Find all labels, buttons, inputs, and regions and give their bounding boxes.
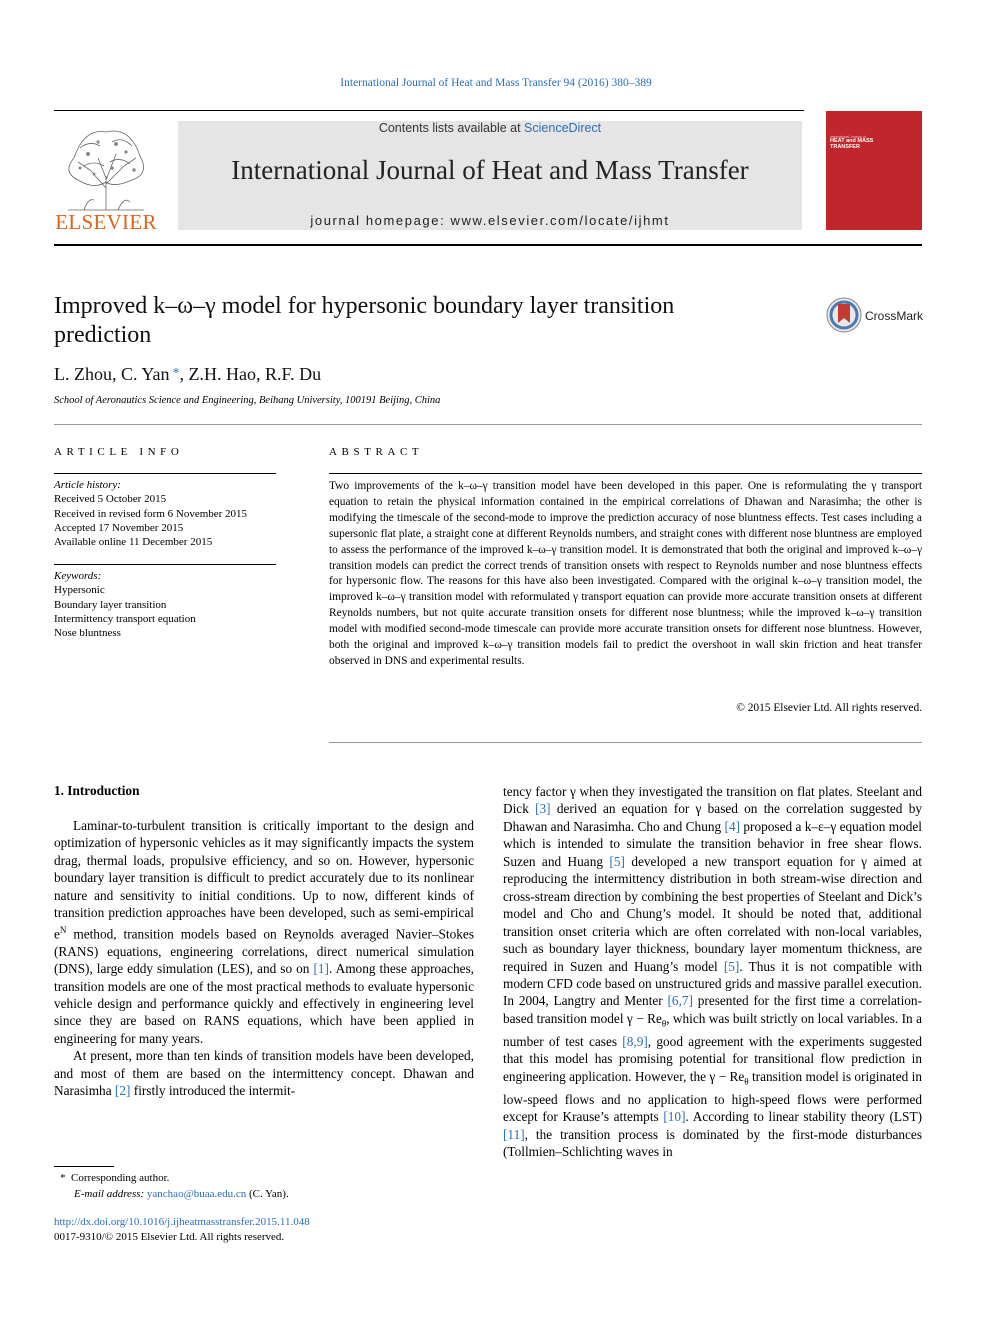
history-label: Article history: bbox=[54, 479, 121, 491]
footnote-mark: * bbox=[60, 1172, 66, 1184]
abstract-copyright: © 2015 Elsevier Ltd. All rights reserved. bbox=[736, 702, 922, 714]
cover-title-line: HEAT and MASS bbox=[830, 138, 874, 144]
text-run: transition model is originated in low-speed flows and no application to high-speed flows were performed except for Krause’s attempts bbox=[503, 1068, 922, 1125]
text-run: , which was built strictly on local variables. In a number of test cases bbox=[503, 1010, 922, 1049]
text-run: developed a new transport equation for γ aimed at reproducing the intermittency distribution in both stream-wise direction and cross-stream direction by combining the best properties of Steelant and Dick’s model and Cho and Chung’s model. It should be noted that, additional transition onset criteria which are often correlated with non-local variables, such as boundary layer thickness, boundary layer momentum thickness, are required in Suzen and Huang’s model bbox=[503, 853, 922, 974]
body-column-left bbox=[54, 817, 474, 1100]
header-top-rule bbox=[54, 110, 804, 111]
citation-link[interactable]: [4] bbox=[724, 818, 741, 834]
journal-homepage[interactable]: journal homepage: www.elsevier.com/locate/ijhmt bbox=[310, 213, 670, 228]
history-item: Accepted 17 November 2015 bbox=[54, 521, 184, 534]
cover-title bbox=[830, 138, 890, 150]
citation-link[interactable]: [11] bbox=[503, 1126, 525, 1142]
masthead-rule bbox=[54, 244, 922, 246]
email-footnote bbox=[54, 1186, 474, 1202]
text-run: Laminar-to-turbulent transition is critically important to the design and optimization of hypersonic vehicles as it may significantly impacts the system drag, thermal loads, propulsive efficiency, and so on. However, hypersonic boundary layer transition is difficult to predict accurately due to its nonlinear nature and sensitivity to initial conditions. Up to now, different kinds of transition prediction approaches have been developed, such as semi-empirical e bbox=[54, 818, 474, 942]
info-top-rule bbox=[54, 424, 922, 425]
history-item: Received 5 October 2015 bbox=[54, 493, 167, 506]
keywords bbox=[54, 569, 284, 640]
article-title: Improved k–ω–γ model for hypersonic boundary layer transition prediction bbox=[54, 293, 675, 348]
text-run: firstly introduced the intermit- bbox=[130, 1083, 296, 1099]
footnote-text: Corresponding author. bbox=[71, 1172, 170, 1184]
keyword: Intermittency transport equation bbox=[54, 612, 196, 625]
text-run: presented for the first time a correlation-based transition model γ − Re bbox=[503, 993, 922, 1026]
affiliation: School of Aeronautics Science and Engineering, Beihang University, 100191 Beijing, China bbox=[54, 395, 441, 406]
text-run: At present, more than ten kinds of transition models have been developed, and most of them are based on the intermittency concept. Dhawan and Narasimha bbox=[54, 1048, 474, 1099]
history-item: Received in revised form 6 November 2015 bbox=[54, 507, 248, 520]
text-run: tency factor γ when they investigated the transition on flat plates. Steelant and Dick bbox=[503, 784, 922, 817]
footnote-rule bbox=[54, 1166, 114, 1167]
corresponding-author-mark[interactable]: * bbox=[172, 366, 180, 381]
footnote bbox=[54, 1170, 474, 1202]
article-history bbox=[54, 478, 284, 549]
text-run: . According to linear stability theory (LST) bbox=[685, 1109, 922, 1125]
authors-rest: , Z.H. Hao, R.F. Du bbox=[179, 364, 322, 384]
email-link[interactable]: yanchao@buaa.edu.cn bbox=[146, 1188, 247, 1200]
publisher-wordmark: ELSEVIER bbox=[55, 210, 157, 234]
journal-title: International Journal of Heat and Mass Transfer bbox=[231, 155, 749, 185]
superscript: N bbox=[59, 924, 67, 935]
keywords-rule bbox=[54, 564, 276, 565]
text-run: . Thus it is not compatible with modern CFD code based on unstructured grids and massive parallel execution. In 2004, Langtry and Menter bbox=[503, 958, 922, 1009]
intro-paragraph bbox=[503, 783, 922, 1161]
citation-link[interactable]: [10] bbox=[663, 1109, 686, 1125]
body-column-right bbox=[503, 783, 922, 1161]
text-run: , good agreement with the experiments suggested that this model has promising potential for transitional flow prediction in engineering application. However, the γ − Re bbox=[503, 1034, 922, 1084]
journal-cover[interactable] bbox=[826, 111, 922, 230]
subscript: θ bbox=[744, 1076, 749, 1087]
cover-small-text: International Journal of bbox=[830, 135, 866, 139]
keyword: Boundary layer transition bbox=[54, 598, 167, 611]
abstract-rule bbox=[329, 473, 922, 474]
contents-line bbox=[178, 121, 802, 135]
abstract-heading: ABSTRACT bbox=[329, 446, 424, 458]
issn-line: 0017-9310/© 2015 Elsevier Ltd. All rights reserved. bbox=[54, 1231, 285, 1243]
citation-link[interactable]: [2] bbox=[114, 1083, 131, 1099]
text-run: , the transition process is dominated by the first-mode disturbances (Tollmien–Schlichting waves in bbox=[503, 1126, 922, 1160]
doi-link[interactable]: http://dx.doi.org/10.1016/j.ijheatmasstransfer.2015.11.048 bbox=[54, 1216, 310, 1228]
sciencedirect-link[interactable]: ScienceDirect bbox=[524, 121, 602, 135]
crossmark-icon[interactable] bbox=[826, 297, 862, 333]
citation-link[interactable]: [8,9] bbox=[622, 1034, 648, 1049]
citation-link[interactable]: [5] bbox=[609, 853, 625, 869]
history-item: Available online 11 December 2015 bbox=[54, 536, 213, 549]
cover-title-line: TRANSFER bbox=[830, 144, 860, 150]
citation-link[interactable]: [3] bbox=[535, 801, 551, 817]
journal-citation[interactable]: International Journal of Heat and Mass Transfer 94 (2016) 380–389 bbox=[340, 77, 652, 89]
corresponding-footnote bbox=[54, 1170, 474, 1186]
keywords-label: Keywords: bbox=[54, 570, 102, 582]
email-label: E-mail address: bbox=[74, 1188, 145, 1200]
text-run: derived an equation for γ based on the correlation suggested by Dhawan and Narasimha. Cho and Chung bbox=[503, 801, 922, 834]
keyword: Hypersonic bbox=[54, 584, 105, 597]
article-info-heading: ARTICLE INFO bbox=[54, 446, 184, 458]
citation-link[interactable]: [1] bbox=[313, 961, 329, 977]
abstract-bottom-rule bbox=[329, 742, 922, 743]
intro-paragraph bbox=[54, 1047, 474, 1099]
abstract-text: Two improvements of the k–ω–γ transition model have been developed in this paper. One is reformulating the γ transport equation to retain the physical information contained in the empirical correlations of Dhawan and Narasimha; the other is modifying the timescale of the second-mode to improve the prediction accuracy of nose bluntness effects. Test cases including a supersonic flat plate, a straight cone at different Reynolds numbers, and straight cones with different nose bluntness are employed to assess the performance of the improved k–ω–γ transition model. It is demonstrated that both the original and improved k–ω–γ transition models can predict the correct trends of transition onsets with respect to Reynolds number and nose bluntness effects for hypersonic flow. The reasons for this have also been investigated. Compared with the original k–ω–γ transition model, the improved k–ω–γ transition model with reformulated γ transport equation can provide more accurate transition onsets at different Reynolds numbers, but not quite accurate transition onsets for different nose bluntness; while the improved k–ω–γ transition model with modified second-mode timescale can provide more accurate transition onsets for different nose bluntness. However, both the original and improved k–ω–γ transition models fail to predict the overshoot in wall skin friction and heat transfer observed in DNS and experimental results. bbox=[329, 480, 922, 667]
article-info-rule bbox=[54, 473, 276, 474]
citation-link[interactable]: [5] bbox=[723, 958, 740, 974]
crossmark-label[interactable]: CrossMark bbox=[865, 309, 924, 323]
intro-paragraph bbox=[54, 817, 474, 1047]
subscript: θ bbox=[661, 1018, 667, 1029]
authors-first: L. Zhou, C. Yan bbox=[54, 364, 170, 384]
text-run: method, transition models based on Reynolds averaged Navier–Stokes (RANS) equations, engineering correlations, direct numerical simulation (DNS), large eddy simulation (LES), and so on bbox=[54, 926, 474, 977]
text-run: . Among these approaches, transition models are one of the most practical methods to evaluate hypersonic vehicle design and performance quickly and effectively in engineering level since they are based on RANS equations, which have been applied in engineering for many years. bbox=[54, 961, 474, 1046]
keyword: Nose bluntness bbox=[54, 627, 121, 640]
section-heading: 1. Introduction bbox=[54, 783, 140, 798]
text-run: proposed a k–ε–γ equation model which is intended to simulate the transition behavior in free shear flows. Suzen and Huang bbox=[503, 818, 922, 869]
author-list bbox=[54, 364, 321, 385]
email-suffix: (C. Yan). bbox=[248, 1188, 289, 1200]
citation-link[interactable]: [6,7] bbox=[667, 993, 693, 1009]
contents-prefix: Contents lists available at bbox=[378, 121, 525, 135]
